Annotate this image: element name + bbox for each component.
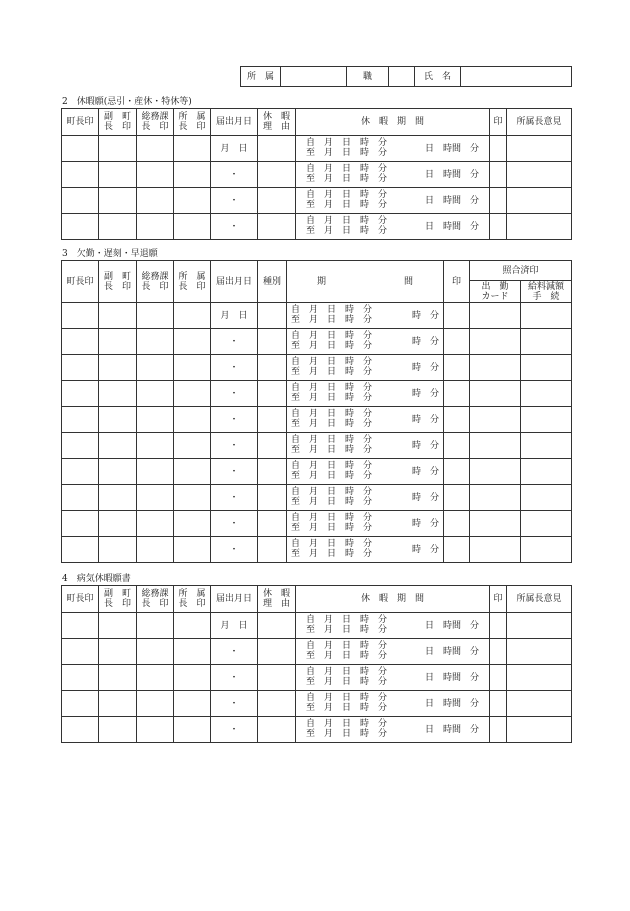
sick-table	[61, 585, 572, 743]
filed-date[interactable]: ・	[211, 691, 258, 717]
table-row	[62, 537, 572, 563]
col-section: 所 属 長 印	[174, 109, 211, 136]
table-row	[62, 407, 572, 433]
col-section: 所 属 長 印	[174, 261, 211, 303]
table-row	[62, 303, 572, 329]
filed-date[interactable]: ・	[211, 717, 258, 743]
period-cell[interactable]: 自 月 日 時 分 至 月 日 時 分 日 時間 分	[296, 136, 490, 162]
absence-table	[61, 260, 572, 563]
table-row	[62, 162, 572, 188]
col-seal: 印	[490, 586, 507, 613]
col-deputy: 副 町 長 印	[99, 586, 137, 613]
header-table	[240, 66, 572, 87]
col-reason: 休 暇 理 由	[258, 586, 296, 613]
col-type: 種別	[258, 261, 287, 303]
table-row	[62, 136, 572, 162]
table-row	[62, 717, 572, 743]
col-seal: 印	[444, 261, 470, 303]
col-mayor: 町長印	[62, 109, 99, 136]
name-field[interactable]	[461, 67, 572, 87]
col-check: 照合済印	[470, 261, 572, 281]
name-label: 氏 名	[415, 67, 461, 87]
col-period: 休 暇 期 間	[296, 109, 490, 136]
affiliation-field[interactable]	[281, 67, 347, 87]
col-deputy: 副 町 長 印	[99, 109, 137, 136]
filed-date[interactable]: ・	[211, 639, 258, 665]
filed-date[interactable]: ・	[211, 537, 258, 563]
period-cell[interactable]: 自 月 日 時 分 至 月 日 時 分 日 時間 分	[296, 665, 490, 691]
table-row	[62, 329, 572, 355]
col-attendance-card: 出 勤 カード	[470, 281, 521, 303]
table-row	[62, 613, 572, 639]
filed-date[interactable]: ・	[211, 459, 258, 485]
table-row	[62, 639, 572, 665]
filed-date[interactable]: ・	[211, 407, 258, 433]
filed-date[interactable]: ・	[211, 665, 258, 691]
col-period: 休 暇 期 間	[296, 586, 490, 613]
col-filed: 届出月日	[211, 261, 258, 303]
col-seal: 印	[490, 109, 507, 136]
table-row	[62, 433, 572, 459]
col-salary-reduction: 給料減額 手 続	[521, 281, 572, 303]
period-cell[interactable]: 自 月 日 時 分 至 月 日 時 分 時 分	[287, 485, 444, 511]
table-row	[62, 459, 572, 485]
affiliation-label: 所 属	[241, 67, 281, 87]
period-cell[interactable]: 自 月 日 時 分 至 月 日 時 分 日 時間 分	[296, 639, 490, 665]
col-filed: 届出月日	[211, 586, 258, 613]
col-reason: 休 暇 理 由	[258, 109, 296, 136]
filed-date[interactable]: 月 日	[211, 303, 258, 329]
period-cell[interactable]: 自 月 日 時 分 至 月 日 時 分 日 時間 分	[296, 188, 490, 214]
filed-date[interactable]: 月 日	[211, 613, 258, 639]
period-cell[interactable]: 自 月 日 時 分 至 月 日 時 分 時 分	[287, 355, 444, 381]
period-cell[interactable]: 自 月 日 時 分 至 月 日 時 分 時 分	[287, 381, 444, 407]
filed-date[interactable]: ・	[211, 485, 258, 511]
period-cell[interactable]: 自 月 日 時 分 至 月 日 時 分 時 分	[287, 537, 444, 563]
period-cell[interactable]: 自 月 日 時 分 至 月 日 時 分 時 分	[287, 303, 444, 329]
period-cell[interactable]: 自 月 日 時 分 至 月 日 時 分 日 時間 分	[296, 717, 490, 743]
filed-date[interactable]: ・	[211, 162, 258, 188]
col-section: 所 属 長 印	[174, 586, 211, 613]
table-row	[62, 381, 572, 407]
period-cell[interactable]: 自 月 日 時 分 至 月 日 時 分 時 分	[287, 511, 444, 537]
period-cell[interactable]: 自 月 日 時 分 至 月 日 時 分 時 分	[287, 407, 444, 433]
col-deputy: 副 町 長 印	[99, 261, 137, 303]
period-cell[interactable]: 自 月 日 時 分 至 月 日 時 分 日 時間 分	[296, 691, 490, 717]
col-opinion: 所属長意見	[507, 586, 572, 613]
table-row	[62, 188, 572, 214]
col-mayor: 町長印	[62, 261, 99, 303]
filed-date[interactable]: ・	[211, 355, 258, 381]
col-filed: 届出月日	[211, 109, 258, 136]
col-period: 期 間	[287, 261, 444, 303]
table-row	[62, 665, 572, 691]
period-cell[interactable]: 自 月 日 時 分 至 月 日 時 分 時 分	[287, 459, 444, 485]
position-field[interactable]	[389, 67, 415, 87]
col-opinion: 所属長意見	[507, 109, 572, 136]
position-label: 職	[347, 67, 389, 87]
table-row	[62, 214, 572, 240]
table-row	[62, 511, 572, 537]
period-cell[interactable]: 自 月 日 時 分 至 月 日 時 分 日 時間 分	[296, 214, 490, 240]
filed-date[interactable]: ・	[211, 214, 258, 240]
filed-date[interactable]: ・	[211, 188, 258, 214]
period-cell[interactable]: 自 月 日 時 分 至 月 日 時 分 日 時間 分	[296, 162, 490, 188]
table-row	[62, 485, 572, 511]
table-row	[62, 691, 572, 717]
vacation-table	[61, 108, 572, 240]
filed-date[interactable]: ・	[211, 433, 258, 459]
col-general: 総務課 長 印	[137, 586, 174, 613]
period-cell[interactable]: 自 月 日 時 分 至 月 日 時 分 日 時間 分	[296, 613, 490, 639]
filed-date[interactable]: ・	[211, 381, 258, 407]
col-general: 総務課 長 印	[137, 109, 174, 136]
col-mayor: 町長印	[62, 586, 99, 613]
col-general: 総務課 長 印	[137, 261, 174, 303]
period-cell[interactable]: 自 月 日 時 分 至 月 日 時 分 時 分	[287, 433, 444, 459]
table-row	[62, 355, 572, 381]
sick-section-title: 4 病気休暇願書	[62, 574, 131, 584]
filed-date[interactable]: 月 日	[211, 136, 258, 162]
filed-date[interactable]: ・	[211, 329, 258, 355]
period-cell[interactable]: 自 月 日 時 分 至 月 日 時 分 時 分	[287, 329, 444, 355]
vacation-section-title: 2 休暇願(忌引・産休・特休等)	[62, 97, 192, 107]
filed-date[interactable]: ・	[211, 511, 258, 537]
absence-section-title: 3 欠勤・遅刻・早退願	[62, 249, 158, 259]
